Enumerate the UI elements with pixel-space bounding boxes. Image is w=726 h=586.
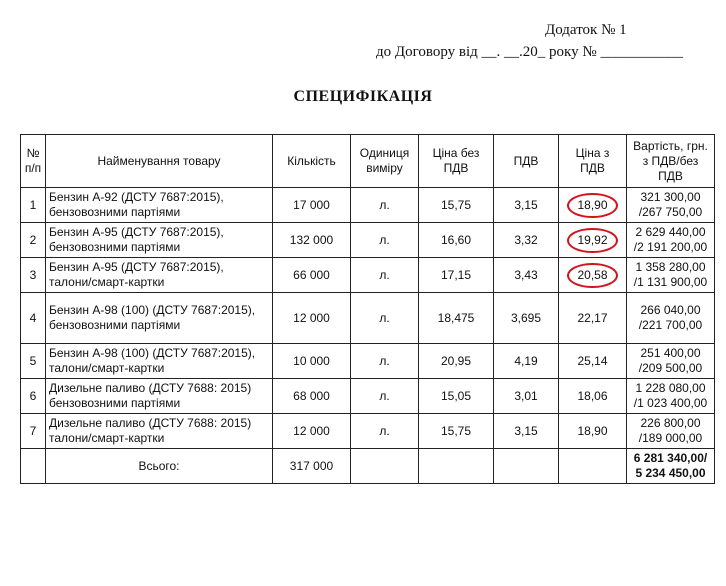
table-header-row (21, 135, 715, 188)
table-row (21, 188, 715, 223)
circled-value: 18,90 (567, 193, 617, 218)
product-name: Дизельне паливо (ДСТУ 7688: 2015) талони/смарт-картки (46, 414, 273, 449)
quantity: 66 000 (273, 258, 351, 293)
total-sum: 6 281 340,00/ 5 234 450,00 (627, 449, 715, 484)
price-without-vat: 16,60 (419, 223, 494, 258)
unit: л. (351, 223, 419, 258)
product-name: Бензин А-92 (ДСТУ 7687:2015), бензовозними партіями (46, 188, 273, 223)
row-number: 5 (21, 344, 46, 379)
circled-value: 19,92 (567, 228, 617, 253)
vat-amount: 3,15 (494, 414, 559, 449)
total-value: 251 400,00 /209 500,00 (627, 344, 715, 379)
total-quantity: 317 000 (273, 449, 351, 484)
price-with-vat: 22,17 (559, 293, 627, 344)
appendix-number: Додаток № 1 (545, 22, 627, 38)
row-number: 7 (21, 414, 46, 449)
row-number: 3 (21, 258, 46, 293)
table-row (21, 414, 715, 449)
quantity: 17 000 (273, 188, 351, 223)
table-row (21, 258, 715, 293)
vat-amount: 3,15 (494, 188, 559, 223)
table-row (21, 293, 715, 344)
col-header-total: Вартість, грн. з ПДВ/без ПДВ (627, 135, 715, 188)
unit: л. (351, 258, 419, 293)
quantity: 12 000 (273, 293, 351, 344)
price-without-vat: 15,05 (419, 379, 494, 414)
quantity: 12 000 (273, 414, 351, 449)
col-header-unit: Одиниця виміру (351, 135, 419, 188)
price-without-vat: 15,75 (419, 188, 494, 223)
total-value: 226 800,00 /189 000,00 (627, 414, 715, 449)
total-value: 266 040,00 /221 700,00 (627, 293, 715, 344)
price-without-vat: 20,95 (419, 344, 494, 379)
col-header-name: Найменування товару (46, 135, 273, 188)
document-title: СПЕЦИФІКАЦІЯ (293, 88, 433, 105)
price-with-vat (559, 188, 627, 223)
total-value: 1 228 080,00 /1 023 400,00 (627, 379, 715, 414)
vat-amount: 4,19 (494, 344, 559, 379)
unit: л. (351, 188, 419, 223)
total-empty-cell (351, 449, 419, 484)
price-with-vat: 18,90 (559, 414, 627, 449)
product-name: Бензин А-95 (ДСТУ 7687:2015), бензовозними партіями (46, 223, 273, 258)
vat-amount: 3,695 (494, 293, 559, 344)
quantity: 68 000 (273, 379, 351, 414)
col-header-price: Ціна без ПДВ (419, 135, 494, 188)
price-without-vat: 18,475 (419, 293, 494, 344)
quantity: 132 000 (273, 223, 351, 258)
col-header-price-vat: Ціна з ПДВ (559, 135, 627, 188)
specification-table (20, 134, 715, 484)
row-number: 4 (21, 293, 46, 344)
table-row (21, 223, 715, 258)
circled-value: 20,58 (567, 263, 617, 288)
unit: л. (351, 293, 419, 344)
unit: л. (351, 379, 419, 414)
col-header-quantity: Кількість (273, 135, 351, 188)
col-header-number: № п/п (21, 135, 46, 188)
vat-amount: 3,43 (494, 258, 559, 293)
row-number: 2 (21, 223, 46, 258)
unit: л. (351, 344, 419, 379)
total-row (21, 449, 715, 484)
product-name: Бензин А-98 (100) (ДСТУ 7687:2015), талони/смарт-картки (46, 344, 273, 379)
product-name: Бензин А-95 (ДСТУ 7687:2015), талони/смарт-картки (46, 258, 273, 293)
total-value: 1 358 280,00 /1 131 900,00 (627, 258, 715, 293)
price-without-vat: 15,75 (419, 414, 494, 449)
unit: л. (351, 414, 419, 449)
total-label: Всього: (46, 449, 273, 484)
total-empty-cell (419, 449, 494, 484)
table-row (21, 379, 715, 414)
contract-reference: до Договору від __. __.20_ року № ___________ (376, 44, 683, 60)
total-empty-cell (559, 449, 627, 484)
row-number: 1 (21, 188, 46, 223)
total-value: 321 300,00 /267 750,00 (627, 188, 715, 223)
vat-amount: 3,01 (494, 379, 559, 414)
quantity: 10 000 (273, 344, 351, 379)
price-with-vat: 25,14 (559, 344, 627, 379)
table-row (21, 344, 715, 379)
price-with-vat (559, 258, 627, 293)
price-without-vat: 17,15 (419, 258, 494, 293)
price-with-vat: 18,06 (559, 379, 627, 414)
total-value: 2 629 440,00 /2 191 200,00 (627, 223, 715, 258)
vat-amount: 3,32 (494, 223, 559, 258)
row-number: 6 (21, 379, 46, 414)
col-header-vat: ПДВ (494, 135, 559, 188)
product-name: Дизельне паливо (ДСТУ 7688: 2015) бензовозними партіями (46, 379, 273, 414)
total-empty-cell (21, 449, 46, 484)
product-name: Бензин А-98 (100) (ДСТУ 7687:2015), бензовозними партіями (46, 293, 273, 344)
total-empty-cell (494, 449, 559, 484)
price-with-vat (559, 223, 627, 258)
